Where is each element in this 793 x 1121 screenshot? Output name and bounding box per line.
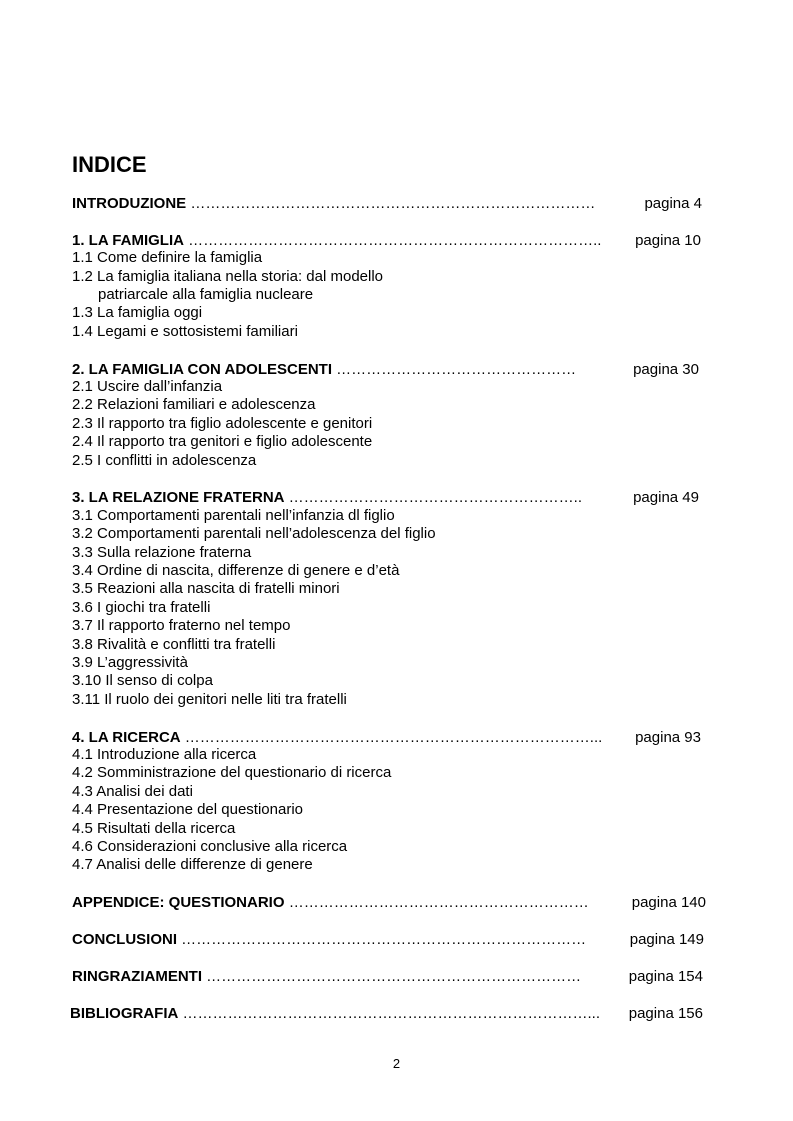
toc-subentry[interactable]: 1.3 La famiglia oggi <box>72 304 203 321</box>
toc-subentry[interactable]: 2.4 Il rapporto tra genitori e figlio adolescente <box>72 433 373 450</box>
toc-heading: 3. LA RELAZIONE FRATERNA <box>72 489 285 506</box>
toc-subentry[interactable]: 3.6 I giochi tra fratelli <box>72 599 211 616</box>
toc-heading: BIBLIOGRAFIA <box>70 1005 179 1022</box>
toc-subentry[interactable]: 3.5 Reazioni alla nascita di fratelli minori <box>72 580 340 597</box>
toc-page-ref: pagina 154 <box>625 967 703 987</box>
dot-leader: ………………………………………………………………… <box>202 968 582 985</box>
toc-subentry[interactable]: 4.6 Considerazioni conclusive alla ricerca <box>72 838 348 855</box>
page-title: INDICE <box>72 152 147 177</box>
dot-leader: ………………………………………… <box>332 361 577 378</box>
toc-entry-ringraziamenti[interactable] <box>72 967 703 987</box>
dot-leader: ………………………………………………….. <box>284 489 583 506</box>
toc-subentry[interactable]: 4.5 Risultati della ricerca <box>72 820 236 837</box>
toc-subentry[interactable]: 3.4 Ordine di nascita, differenze di genere e d’età <box>72 562 400 579</box>
toc-page-ref: pagina 4 <box>640 194 702 214</box>
toc-subentry[interactable]: 1.2 La famiglia italiana nella storia: dal modello <box>72 268 384 285</box>
toc-heading: INTRODUZIONE <box>72 195 187 212</box>
toc-page-ref: pagina 156 <box>625 1004 703 1024</box>
toc-subentry[interactable]: 3.2 Comportamenti parentali nell’adolescenza del figlio <box>72 525 436 542</box>
toc-subentry[interactable]: 3.7 Il rapporto fraterno nel tempo <box>72 617 291 634</box>
toc-heading: 4. LA RICERCA <box>72 729 181 746</box>
toc-page-ref: pagina 149 <box>626 930 704 950</box>
toc-subentry[interactable]: 3.3 Sulla relazione fraterna <box>72 544 252 561</box>
dot-leader: ………………………………………………………………………... <box>180 729 603 746</box>
toc-subentry[interactable]: 3.11 Il ruolo dei genitori nelle liti tra fratelli <box>72 691 347 708</box>
toc-entry-conclusioni[interactable] <box>72 930 704 950</box>
toc-subentry[interactable]: 2.5 I conflitti in adolescenza <box>72 452 257 469</box>
dot-leader: ……………………………………………………………………….. <box>183 232 602 249</box>
toc-heading: RINGRAZIAMENTI <box>72 968 202 985</box>
page-number: 2 <box>392 1056 401 1071</box>
toc-heading: 2. LA FAMIGLIA CON ADOLESCENTI <box>72 361 333 378</box>
toc-subentry[interactable]: 3.10 Il senso di colpa <box>72 672 213 689</box>
toc-subentry[interactable]: 4.7 Analisi delle differenze di genere <box>72 856 313 873</box>
toc-subentry[interactable]: 2.1 Uscire dall’infanzia <box>72 378 223 395</box>
toc-subentry[interactable]: 1.4 Legami e sottosistemi familiari <box>72 323 298 340</box>
toc-subentry[interactable]: 4.3 Analisi dei dati <box>72 783 193 800</box>
toc-entry-bibliografia[interactable] <box>70 1004 703 1024</box>
toc-subentry-continuation[interactable]: patriarcale alla famiglia nucleare <box>98 286 314 303</box>
toc-page-ref: pagina 49 <box>629 488 699 508</box>
toc-subentry[interactable]: 4.2 Somministrazione del questionario di ricerca <box>72 764 392 781</box>
toc-page-ref: pagina 93 <box>631 728 701 748</box>
toc-entry-chapter-1[interactable] <box>72 231 701 251</box>
toc-entry-chapter-2[interactable] <box>72 360 699 380</box>
toc-page-ref: pagina 30 <box>629 360 699 380</box>
toc-heading: APPENDICE: QUESTIONARIO <box>72 894 285 911</box>
toc-subentry[interactable]: 4.4 Presentazione del questionario <box>72 801 303 818</box>
toc-page-ref: pagina 10 <box>631 231 701 251</box>
toc-subentry[interactable]: 3.1 Comportamenti parentali nell’infanzia dl figlio <box>72 507 395 524</box>
toc-subentry[interactable]: 2.3 Il rapporto tra figlio adolescente e genitori <box>72 415 373 432</box>
toc-entry-appendice[interactable] <box>72 893 706 913</box>
dot-leader: ………………………………………………………………………... <box>178 1005 600 1022</box>
toc-entry-chapter-3[interactable] <box>72 488 699 508</box>
dot-leader: …………………………………………………… <box>284 894 589 911</box>
toc-subentry[interactable]: 3.8 Rivalità e conflitti tra fratelli <box>72 636 276 653</box>
toc-heading: 1. LA FAMIGLIA <box>72 232 184 249</box>
dot-leader: ……………………………………………………………………… <box>186 195 596 212</box>
dot-leader: ……………………………………………………………………… <box>177 931 587 948</box>
toc-subentry[interactable]: 4.1 Introduzione alla ricerca <box>72 746 257 763</box>
toc-entry-introduzione[interactable] <box>72 194 702 214</box>
toc-heading: CONCLUSIONI <box>72 931 177 948</box>
toc-subentry[interactable]: 3.9 L’aggressività <box>72 654 188 671</box>
toc-page-ref: pagina 140 <box>628 893 706 913</box>
toc-subentry[interactable]: 1.1 Come definire la famiglia <box>72 249 263 266</box>
toc-entry-chapter-4[interactable] <box>72 728 701 748</box>
toc-subentry[interactable]: 2.2 Relazioni familiari e adolescenza <box>72 396 316 413</box>
